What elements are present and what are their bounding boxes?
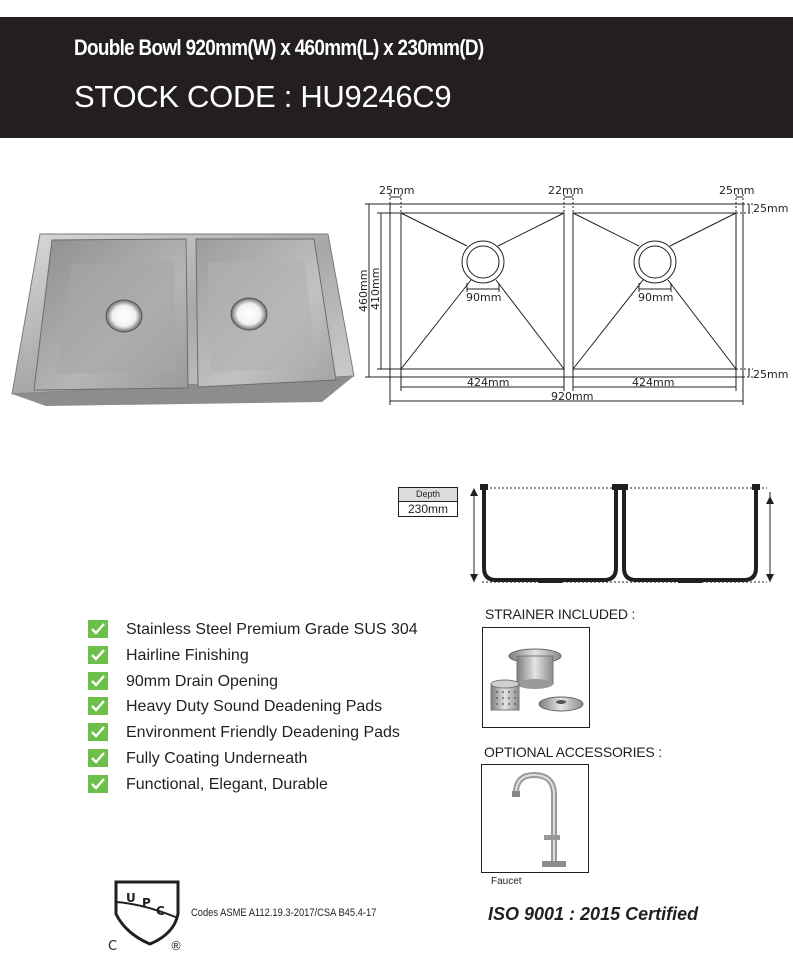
feature-text: Functional, Elegant, Durable: [126, 775, 328, 793]
dim-bowl-width-right: 424mm: [632, 376, 675, 389]
strainer-icon: [483, 628, 589, 727]
stock-code: STOCK CODE : HU9246C9: [74, 79, 452, 114]
dim-bowl-length: 410mm: [369, 267, 382, 310]
checkmark-icon: [88, 672, 108, 690]
depth-label: Depth: [399, 488, 457, 502]
strainer-label: STRAINER INCLUDED :: [485, 606, 636, 622]
depth-callout: [398, 487, 458, 517]
accessories-label: OPTIONAL ACCESSORIES :: [484, 744, 662, 760]
feature-text: Hairline Finishing: [126, 646, 249, 664]
dim-right-bottom: 25mm: [753, 368, 789, 381]
codes-text: Codes ASME A112.19.3-2017/CSA B45.4-17: [191, 907, 377, 919]
checkmark-icon: [88, 775, 108, 793]
upc-certification-logo: [104, 878, 194, 954]
upc-letter-c: C: [156, 904, 165, 918]
faucet-icon: [482, 765, 588, 872]
header-banner: [0, 17, 793, 138]
dim-bowl-width-left: 424mm: [467, 376, 510, 389]
strainer-image: [482, 627, 590, 728]
checkmark-icon: [88, 697, 108, 715]
dim-drain-left: 90mm: [466, 291, 502, 304]
checkmark-icon: [88, 723, 108, 741]
feature-text: Environment Friendly Deadening Pads: [126, 724, 400, 742]
cross-section-diagram: [462, 482, 792, 592]
sink-photo: [10, 228, 360, 410]
dim-center-gap: 22mm: [548, 184, 584, 197]
feature-text: 90mm Drain Opening: [126, 672, 279, 690]
dim-top-right: 25mm: [719, 184, 755, 197]
dimension-diagram: [355, 180, 793, 410]
depth-value: 230mm: [407, 502, 448, 516]
faucet-caption: Faucet: [491, 876, 522, 887]
feature-text: Fully Coating Underneath: [126, 749, 308, 767]
dim-overall-length: 460mm: [357, 269, 370, 312]
dim-right-top: 25mm: [753, 202, 789, 215]
dim-drain-right: 90mm: [638, 291, 674, 304]
dim-overall-width: 920mm: [551, 390, 594, 403]
feature-text: Stainless Steel Premium Grade SUS 304: [126, 621, 418, 638]
checkmark-icon: [88, 646, 108, 664]
checkmark-icon: [88, 749, 108, 767]
upc-c-mark: C: [108, 939, 118, 954]
checkmark-icon: [88, 620, 108, 638]
feature-text: Heavy Duty Sound Deadening Pads: [126, 698, 383, 716]
upc-letter-p: P: [142, 896, 151, 910]
dim-top-left: 25mm: [379, 184, 415, 197]
product-title: Double Bowl 920mm(W) x 460mm(L) x 230mm(D): [74, 35, 484, 60]
faucet-image: [481, 764, 589, 873]
upc-r-mark: ®: [170, 939, 182, 953]
upc-letter-u: U: [126, 891, 136, 905]
iso-certification: ISO 9001 : 2015 Certified: [488, 904, 699, 924]
